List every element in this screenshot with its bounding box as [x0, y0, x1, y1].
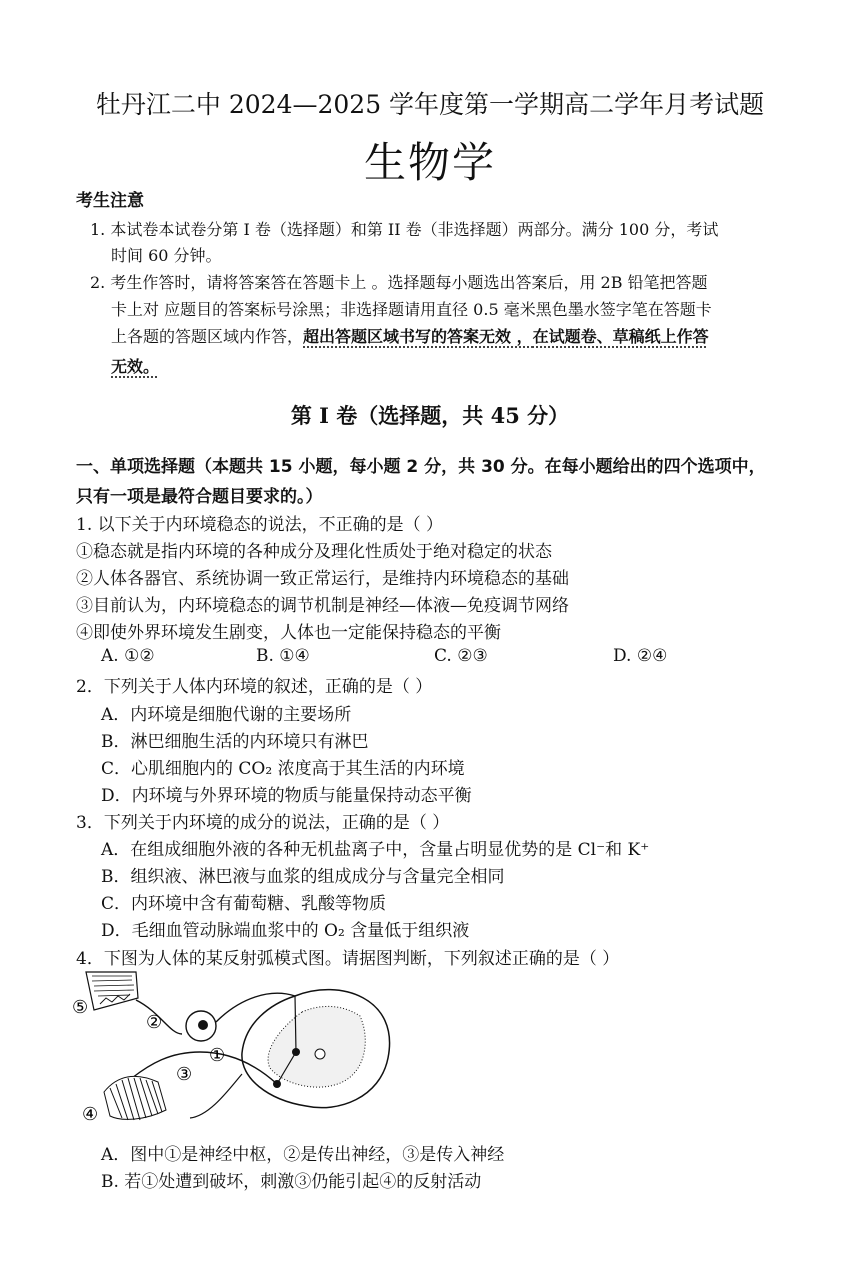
- subject-title: 生物学: [363, 138, 496, 187]
- q3-stem: 3．下列关于内环境的成分的说法，正确的是（ ）: [76, 813, 450, 833]
- notice-emphasis-2: 在试题卷、草稿纸上作答: [532, 327, 709, 346]
- reflex-arc-diagram: [70, 968, 400, 1130]
- q1-statement-4: ④即使外界环境发生剧变，人体也一定能保持稳态的平衡: [76, 623, 501, 643]
- q1-option-d: D. ②④: [613, 646, 668, 666]
- q1-option-a: A. ①②: [101, 646, 155, 666]
- q1-option-c: C. ②③: [434, 646, 488, 666]
- q2-option-d: D．内环境与外界环境的物质与能量保持动态平衡: [101, 786, 472, 806]
- notice-heading: 考生注意: [76, 191, 144, 211]
- q1-stem: 1. 以下关于内环境稳态的说法，不正确的是（ ）: [76, 515, 444, 535]
- central-canal: [315, 1049, 325, 1059]
- notice-emphasis-1: 超出答题区域书写的答案无效 ，: [303, 327, 533, 346]
- notice-line3-text: 上各题的答题区域内作答，: [111, 327, 304, 346]
- notice-item-1-line2: 时间 60 分钟。: [111, 246, 222, 265]
- receptor-skin: [86, 972, 138, 1010]
- notice-item-1-line1: 1. 本试卷本试卷分第 I 卷（选择题）和第 II 卷（非选择题）两部分。满分 100 分，考试: [90, 220, 719, 239]
- q1-statement-2: ②人体各器官、系统协调一致正常运行，是维持内环境稳态的基础: [76, 569, 569, 589]
- label-one: ①: [209, 1045, 226, 1066]
- part-one-heading: 第 I 卷（选择题，共 45 分）: [290, 403, 570, 428]
- section-heading-line2: 只有一项是最符合题目要求的。）: [76, 487, 323, 507]
- exam-title: 牡丹江二中 2024—2025 学年度第一学期高二学年月考试题: [95, 90, 765, 119]
- ganglion-cell-body: [198, 1020, 208, 1030]
- q3-option-a: A．在组成细胞外液的各种无机盐离子中，含量占明显优势的是 Cl⁻和 K⁺: [101, 840, 650, 860]
- q4-option-b: B. 若①处遭到破坏，刺激③仍能引起④的反射活动: [101, 1172, 482, 1192]
- notice-item-2-line2: 卡上对 应题目的答案标号涂黑；非选择题请用直径 0.5 毫米黑色墨水签字笔在答题卡: [111, 300, 712, 319]
- notice-item-2-line1: 2. 考生作答时，请将答案答在答题卡上 。选择题每小题选出答案后，用 2B 铅笔把答题: [90, 273, 708, 292]
- efferent-nerve-return: [190, 1074, 242, 1118]
- label-three: ③: [176, 1064, 193, 1085]
- q2-option-b: B．淋巴细胞生活的内环境只有淋巴: [101, 732, 369, 752]
- q1-statement-1: ①稳态就是指内环境的各种成分及理化性质处于绝对稳定的状态: [76, 542, 552, 562]
- q3-option-d: D．毛细血管动脉端血浆中的 O₂ 含量低于组织液: [101, 921, 470, 941]
- q2-option-a: A．内环境是细胞代谢的主要场所: [101, 705, 352, 725]
- q3-option-b: B．组织液、淋巴液与血浆的组成成分与含量完全相同: [101, 867, 505, 887]
- notice-item-2-line3: [111, 324, 709, 347]
- q1-statement-3: ③目前认为，内环境稳态的调节机制是神经—体液—免疫调节网络: [76, 596, 569, 616]
- q4-option-a: A．图中①是神经中枢，②是传出神经，③是传入神经: [101, 1145, 505, 1165]
- q4-stem: 4．下图为人体的某反射弧模式图。请据图判断，下列叙述正确的是（ ）: [76, 949, 620, 969]
- q1-option-b: B. ①④: [256, 646, 310, 666]
- label-four: ④: [82, 1104, 99, 1125]
- q2-stem: 2．下列关于人体内环境的叙述，正确的是（ ）: [76, 677, 433, 697]
- label-five: ⑤: [72, 997, 89, 1018]
- effector-muscle: [104, 1076, 166, 1120]
- label-two: ②: [146, 1012, 163, 1033]
- notice-item-2-line4: 无效。: [111, 357, 160, 376]
- q2-option-c: C．心肌细胞内的 CO₂ 浓度高于其生活的内环境: [101, 759, 465, 779]
- q3-option-c: C．内环境中含有葡萄糖、乳酸等物质: [101, 894, 387, 914]
- section-heading-line1: 一、单项选择题（本题共 15 小题，每小题 2 分，共 30 分。在每小题给出的四个选项中，: [76, 457, 766, 477]
